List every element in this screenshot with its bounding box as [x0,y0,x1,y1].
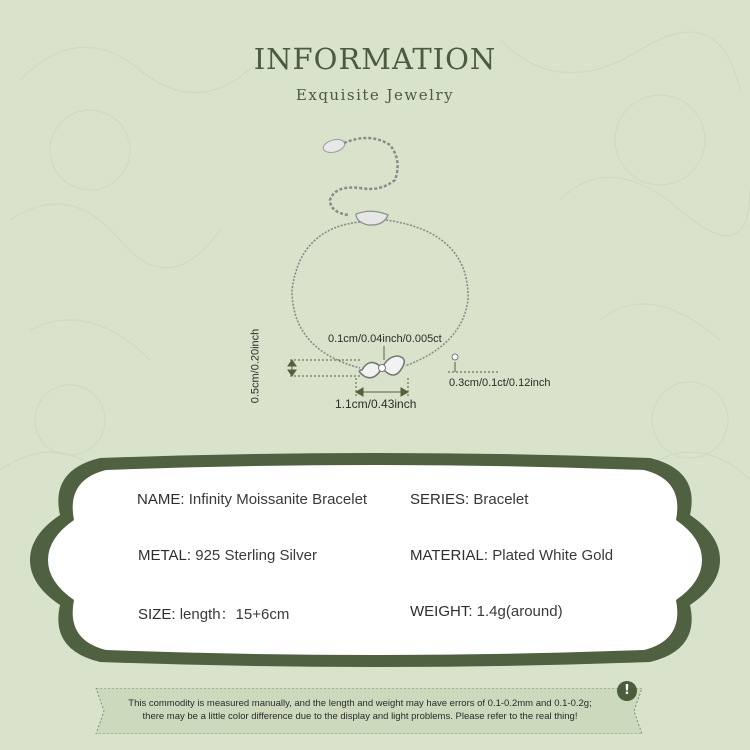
spec-material-value: Plated White Gold [492,547,614,564]
spec-material [410,547,613,564]
spec-metal-value: 925 Sterling Silver [195,547,317,564]
charm-width-label: 1.1cm/0.43inch [335,397,417,411]
spec-size [138,603,289,624]
spec-weight-value: 1.4g(around) [476,603,563,620]
spec-panel [0,440,750,680]
spec-metal-label: METAL: [138,547,192,564]
spec-name-value: Infinity Moissanite Bracelet [188,491,368,508]
spec-name-label: NAME: [137,491,185,508]
spec-metal [138,547,317,564]
notice-text [100,697,620,723]
spec-size-label: SIZE: [138,606,176,623]
spec-series-value: Bracelet [473,491,529,508]
spec-series-label: SERIES: [410,491,470,508]
exclamation-icon: ! [617,681,637,701]
spec-weight [410,603,563,620]
stone-height-label: 0.5cm/0.20inch [249,328,262,404]
spec-size-value: length：15+6cm [179,606,290,623]
notice-line-1: This commodity is measured manually, and the length and weight may have errors of 0.1-0.2mm and 0.1-0.2g; [128,698,592,709]
spec-name [137,491,367,508]
side-stone-label: 0.3cm/0.1ct/0.12inch [449,377,551,389]
page-title: INFORMATION [253,42,497,76]
page-subtitle: Exquisite Jewelry [295,86,455,104]
chain-width-label: 0.1cm/0.04inch/0.005ct [328,333,442,345]
spec-weight-label: WEIGHT: [410,603,473,620]
spec-material-label: MATERIAL: [410,547,489,564]
spec-series [410,491,528,508]
notice-line-2: there may be a little color difference due to the display and light problems. Please refer to the real thing! [142,711,578,722]
